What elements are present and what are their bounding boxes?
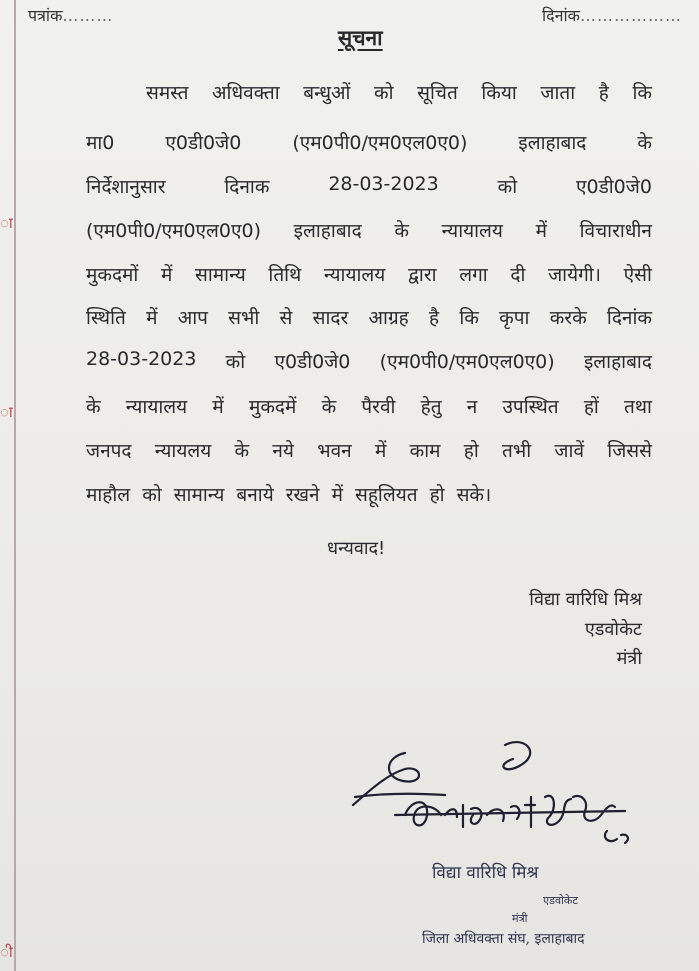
body-word: किया [481,82,517,104]
body-word: जिससे [607,440,652,462]
body-word: रखने [285,484,320,506]
handwritten-signature [345,735,645,850]
body-word: आग्रह [368,307,409,329]
body-word: उपस्थित [502,396,559,418]
body-word: इलाहाबाद [583,351,652,373]
body-word: करके [549,307,587,329]
body-word: दिनांक [606,307,652,329]
body-word: (एम0पी0/एम0एल0ए0) [379,351,555,373]
body-line [86,481,491,507]
body-word: माहौल [86,484,131,506]
body-word: सादर [312,307,349,329]
dinank-label: दिनांक [542,6,580,25]
body-word: 28-03-2023 [86,348,197,370]
body-word: विचाराधीन [579,220,652,242]
dinank-field [542,4,682,26]
body-word: को [142,484,162,506]
body-word: लगा [459,264,488,286]
body-word: सामान्य [173,484,225,506]
dinank-dots: ……………… [579,6,682,25]
body-word: मुकदमों [86,264,139,286]
body-word: कि [459,307,479,329]
body-word: को [225,351,246,373]
body-word: काम [409,440,441,462]
body-word: हो [429,484,445,506]
body-line [86,129,652,155]
body-word: जाता [540,82,576,104]
notice-title: सूचना [338,26,383,50]
body-word: के [394,220,409,242]
body-word: हो [463,440,479,462]
body-word: न्यायलय [154,440,212,462]
margin-fragment: ी [0,943,13,961]
body-word: है [598,82,609,104]
body-word: ए0डी0जे0 [165,132,242,154]
signatory-name: विद्या वारिधि मिश्र [529,589,642,610]
body-word: को [497,176,518,198]
stamp-org: जिला अधिवक्ता संघ, इलाहाबाद [422,931,585,947]
body-word: के [86,396,101,418]
body-word: सके। [456,484,492,506]
body-word: नये [272,440,294,462]
body-word: अधिवक्ता [212,82,280,104]
body-word: इलाहाबाद [518,132,587,154]
body-line [86,437,652,463]
body-word: ए0डी0जे0 [274,351,351,373]
body-word: न्यायालय [441,220,503,242]
body-word: में [331,484,343,506]
margin-fragment: ा [0,403,13,421]
body-line [86,304,652,330]
margin-fragment: ा [0,214,13,232]
body-word: बन्धुओं [303,82,351,104]
body-word: तिथि [268,264,302,286]
body-word: आप [177,307,208,329]
body-word: के [637,132,652,154]
body-word: दी [510,264,526,286]
body-word: सभी [228,307,260,329]
signatory-title: एडवोकेट [584,619,642,640]
stamp-name: विद्या वारिधि मिश्र [432,863,539,883]
body-word: जनपद [86,440,132,462]
body-word: न्यायालय [323,264,386,286]
body-word: सामान्य [195,264,246,286]
stamp-post: मंत्री [512,912,528,925]
body-word: कृपा [499,307,530,329]
body-word: 28-03-2023 [328,173,439,195]
body-word: के [321,396,337,418]
body-word: निर्देशानुसार [86,176,166,198]
body-word: को [374,82,394,104]
body-word: न्यायालय [125,396,188,418]
body-word: तथा [624,396,652,418]
body-word: है [429,307,440,329]
body-word: सूचित [417,82,458,104]
body-word: तभी [502,440,532,462]
body-word: में [161,264,173,286]
body-word: जायेगी। [548,264,601,286]
body-word: दिनाक [224,176,270,198]
body-word: ए0डी0जे0 [576,176,652,198]
body-word: जावें [554,440,585,462]
signatory-post: मंत्री [616,648,642,669]
patrank-label: पत्रांक [28,6,63,25]
body-line [86,348,652,374]
body-word: (एम0पी0/एम0एल0ए0) [86,220,262,242]
body-word: सहूलियत [354,484,418,506]
body-word: स्थिति [86,307,126,329]
body-word: हों [583,396,599,418]
body-word: में [374,440,387,462]
body-word: न [466,396,478,418]
body-line [86,173,652,199]
body-word: ऐसी [623,264,652,286]
body-word: से [279,307,293,329]
margin-rule [14,0,16,971]
body-word: हेतु [420,396,442,418]
patrank-dots: ……… [62,6,114,25]
body-word: के [234,440,250,462]
body-word: में [146,307,158,329]
body-word: (एम0पी0/एम0एल0ए0) [292,132,468,154]
body-word: पैरवी [361,396,396,418]
body-word: में [535,220,547,242]
stamp-title: एडवोकेट [543,894,578,907]
body-line [146,79,652,105]
body-word: मा0 [86,132,115,154]
body-word: समस्त [146,82,189,104]
body-word: बनाये [236,484,274,506]
body-line [86,217,652,243]
body-word: कि [632,82,652,104]
body-word: भवन [317,440,352,462]
body-word: इलाहाबाद [293,220,362,242]
body-line [86,393,652,419]
body-word: में [212,396,224,418]
body-line [86,261,652,287]
body-word: मुकदमें [248,396,297,418]
body-word: द्वारा [407,264,437,286]
patrank-field [28,4,113,26]
closing-thanks: धन्यवाद! [327,538,386,559]
